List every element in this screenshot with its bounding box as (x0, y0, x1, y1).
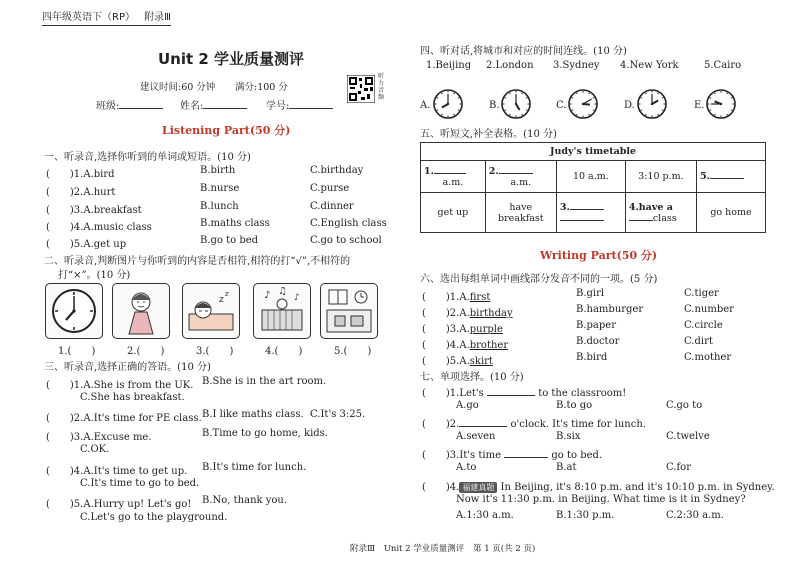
s2-answer-5[interactable]: 5.( ) (334, 346, 372, 357)
timetable-title: Judy's timetable (421, 143, 766, 161)
s5-title: 五、听短文,补全表格。(10 分) (420, 129, 557, 140)
s6-q5-c[interactable]: C.mother (684, 352, 732, 363)
s6-q1-c[interactable]: C.tiger (684, 288, 719, 299)
s3-q3-c[interactable]: C.OK. (80, 444, 110, 455)
s7-q3-a[interactable]: A.to (456, 462, 477, 473)
qr-code[interactable] (347, 75, 375, 103)
fujian-tag: 福建真题 (459, 482, 497, 493)
appendix-label: 附录Ⅲ (144, 12, 172, 23)
timetable-cell-breakfast: have breakfast (485, 193, 556, 233)
clock-e-letter: E. (694, 100, 705, 111)
s3-q5-a[interactable]: ( )5.A.Hurry up! Let's go! (46, 499, 192, 510)
s1-q5-a[interactable]: ( )5.A.get up (46, 239, 127, 250)
s7-q4-line2: Now it's 11:30 p.m. in Beijing. What time is it in Sydney? (456, 494, 746, 505)
city-new-york[interactable]: 4.New York (620, 60, 679, 71)
s3-q4-b[interactable]: B.It's time for lunch. (202, 462, 307, 473)
s1-q1-c[interactable]: C.birthday (310, 165, 364, 176)
s1-q4-c[interactable]: C.English class (310, 218, 387, 229)
s1-q2-c[interactable]: C.purse (310, 183, 350, 194)
page-number: 第 1 页(共 2 页) (473, 544, 536, 554)
s1-q1-b[interactable]: B.birth (200, 165, 236, 176)
s1-q5-c[interactable]: C.go to school (310, 235, 382, 246)
s1-q3-a[interactable]: ( )3.A.breakfast (46, 205, 142, 216)
name-blank[interactable] (203, 108, 247, 109)
s7-q3-blank[interactable] (504, 457, 548, 458)
s1-title: 一、听录音,选择你听到的单词或短语。(10 分) (44, 152, 251, 163)
svg-text:♫: ♫ (278, 286, 287, 297)
s7-q4-a[interactable]: A.1:30 a.m. (456, 510, 514, 521)
timetable-cell-2[interactable]: 2. a.m. (485, 161, 556, 193)
city-beijing[interactable]: 1.Beijing (426, 60, 472, 71)
s3-q2-c[interactable]: C.It's 3:25. (310, 409, 366, 420)
timetable (420, 142, 766, 233)
s7-q2-b[interactable]: B.six (556, 431, 581, 442)
s2-answer-1[interactable]: 1.( ) (58, 346, 96, 357)
s7-q3-b[interactable]: B.at (556, 462, 577, 473)
s7-q4: ( )4. 福建真题 In Beijing, it's 8:10 p.m. and it's 10:10 p.m. in Sydney. (422, 482, 775, 493)
timetable-cell-get-up: get up (421, 193, 486, 233)
clock-a-icon[interactable] (432, 88, 464, 120)
timetable-cell-go-home: go home (696, 193, 765, 233)
s1-q4-a[interactable]: ( )4.A.music class (46, 222, 152, 233)
s3-q4-a[interactable]: ( )4.A.It's time to get up. (46, 466, 188, 477)
clock-b-icon[interactable] (500, 88, 532, 120)
listening-part-title: Listening Part(50 分) (162, 124, 291, 137)
writing-part-title: Writing Part(50 分) (540, 249, 658, 262)
s7-title: 七、单项选择。(10 分) (420, 372, 524, 383)
s3-q4-c[interactable]: C.It's time to go to bed. (80, 478, 200, 489)
s2-answer-2[interactable]: 2.( ) (127, 346, 165, 357)
id-blank[interactable] (289, 108, 333, 109)
s3-q3-a[interactable]: ( )3.A.Excuse me. (46, 432, 152, 443)
s7-q3: ( )3.It's time go to bed. (422, 450, 603, 461)
s3-q2-b[interactable]: B.I like maths class. (202, 409, 304, 420)
clock-d-icon[interactable] (636, 88, 668, 120)
city-sydney[interactable]: 3.Sydney (553, 60, 600, 71)
clock-a-letter: A. (420, 100, 431, 111)
s7-q2: ( )2. o'clock. It's time for lunch. (422, 419, 646, 430)
s7-q2-blank[interactable] (459, 426, 507, 427)
s6-title: 六、选出每组单词中画线部分发音不同的一项。(5 分) (420, 274, 658, 285)
s2-answer-3[interactable]: 3.( ) (196, 346, 234, 357)
s1-q3-b[interactable]: B.lunch (200, 201, 239, 212)
s3-q5-b[interactable]: B.No, thank you. (202, 495, 288, 506)
s7-q2-a[interactable]: A.seven (456, 431, 496, 442)
s2-title-line1: 二、听录音,判断图片与你听到的内容是否相符,相符的打“√”,不相符的 (44, 256, 351, 267)
clock-c-letter: C. (556, 100, 567, 111)
s1-q2-b[interactable]: B.nurse (200, 183, 240, 194)
picture-5-kitchen (320, 283, 378, 339)
timetable-cell-3[interactable]: 3. (556, 193, 625, 233)
s6-q4-b[interactable]: B.doctor (576, 336, 620, 347)
timetable-cell-4[interactable]: 4.have a class (625, 193, 696, 233)
s3-q3-b[interactable]: B.Time to go home, kids. (202, 428, 328, 439)
s1-q3-c[interactable]: C.dinner (310, 201, 354, 212)
s1-q5-b[interactable]: B.go to bed (200, 235, 259, 246)
book-label: 四年级英语下（RP） (42, 12, 135, 23)
city-london[interactable]: 2.London (486, 60, 534, 71)
s7-q1-a[interactable]: A.go (456, 400, 479, 411)
picture-4-music-class (253, 283, 311, 339)
s3-q1-c[interactable]: C.She has breakfast. (80, 392, 185, 403)
timetable-cell-310pm: 3:10 p.m. (625, 161, 696, 193)
s6-q2-c[interactable]: C.number (684, 304, 734, 315)
qr-label: 听力音频 (378, 73, 385, 101)
s1-q1-a[interactable]: ( )1.A.bird (46, 169, 115, 180)
s7-q3-c[interactable]: C.for (666, 462, 691, 473)
s7-q1: ( )1.Let's to the classroom! (422, 388, 627, 399)
s4-title: 四、听对话,将城市和对应的时间连线。(10 分) (420, 46, 627, 57)
s6-q2-b[interactable]: B.hamburger (576, 304, 644, 315)
s7-q1-blank[interactable] (487, 395, 535, 396)
time-info: 建议时间:60 分钟 (140, 82, 216, 93)
s7-q4-c[interactable]: C.2:30 a.m. (666, 510, 724, 521)
s6-q1-a[interactable]: ( )1.A.first (422, 292, 491, 303)
class-blank[interactable] (119, 108, 163, 109)
svg-text:z: z (219, 295, 224, 305)
s6-q2-a[interactable]: ( )2.A.birthday (422, 308, 513, 319)
footer-text: 附录Ⅲ Unit 2 学业质量测评 (350, 544, 465, 554)
city-cairo[interactable]: 5.Cairo (704, 60, 742, 71)
s6-q4-a[interactable]: ( )4.A.brother (422, 340, 509, 351)
s7-q1-c[interactable]: C.go to (666, 400, 703, 411)
picture-1-clock (45, 283, 103, 339)
s6-q5-a[interactable]: ( )5.A.skirt (422, 356, 493, 367)
score-info: 满分:100 分 (235, 82, 288, 93)
s1-q2-a[interactable]: ( )2.A.hurt (46, 187, 116, 198)
name-label: 姓名: (180, 101, 204, 112)
s6-q3-b[interactable]: B.paper (576, 320, 616, 331)
clock-c-icon[interactable] (567, 88, 599, 120)
s2-title-line2: 打“×”。(10 分) (58, 270, 131, 281)
class-label: 班级: (96, 101, 120, 112)
timetable-cell-1[interactable]: 1. a.m. (421, 161, 486, 193)
s1-q4-b[interactable]: B.maths class (200, 218, 270, 229)
s6-q1-b[interactable]: B.girl (576, 288, 605, 299)
s7-q1-b[interactable]: B.to go (556, 400, 593, 411)
svg-text:z: z (225, 290, 229, 298)
s6-q3-c[interactable]: C.circle (684, 320, 723, 331)
picture-2-girl (112, 283, 170, 339)
picture-3-sleeping-boy (182, 283, 240, 339)
s3-q2-a[interactable]: ( )2.A.It's time for PE class. (46, 413, 202, 424)
s7-q2-c[interactable]: C.twelve (666, 431, 710, 442)
timetable-cell-10am: 10 a.m. (556, 161, 625, 193)
s6-q5-b[interactable]: B.bird (576, 352, 608, 363)
s6-q4-c[interactable]: C.dirt (684, 336, 713, 347)
s3-q1-a[interactable]: ( )1.A.She is from the UK. (46, 380, 194, 391)
s2-answer-4[interactable]: 4.( ) (265, 346, 303, 357)
svg-text:♪: ♪ (294, 293, 300, 303)
s3-q1-b[interactable]: B.She is in the art room. (202, 376, 327, 387)
clock-d-letter: D. (624, 100, 635, 111)
clock-b-letter: B. (489, 100, 500, 111)
page-title: Unit 2 学业质量测评 (158, 50, 305, 68)
clock-e-icon[interactable] (705, 88, 737, 120)
svg-text:♪: ♪ (264, 290, 271, 301)
s3-q5-c[interactable]: C.Let's go to the playground. (80, 512, 228, 523)
s6-q3-a[interactable]: ( )3.A.purple (422, 324, 503, 335)
timetable-cell-5[interactable]: 5. (696, 161, 765, 193)
id-label: 学号: (266, 101, 290, 112)
footer (350, 542, 535, 554)
s7-q4-b[interactable]: B.1:30 p.m. (556, 510, 615, 521)
s3-title: 三、听录音,选择正确的答语。(10 分) (44, 362, 211, 373)
